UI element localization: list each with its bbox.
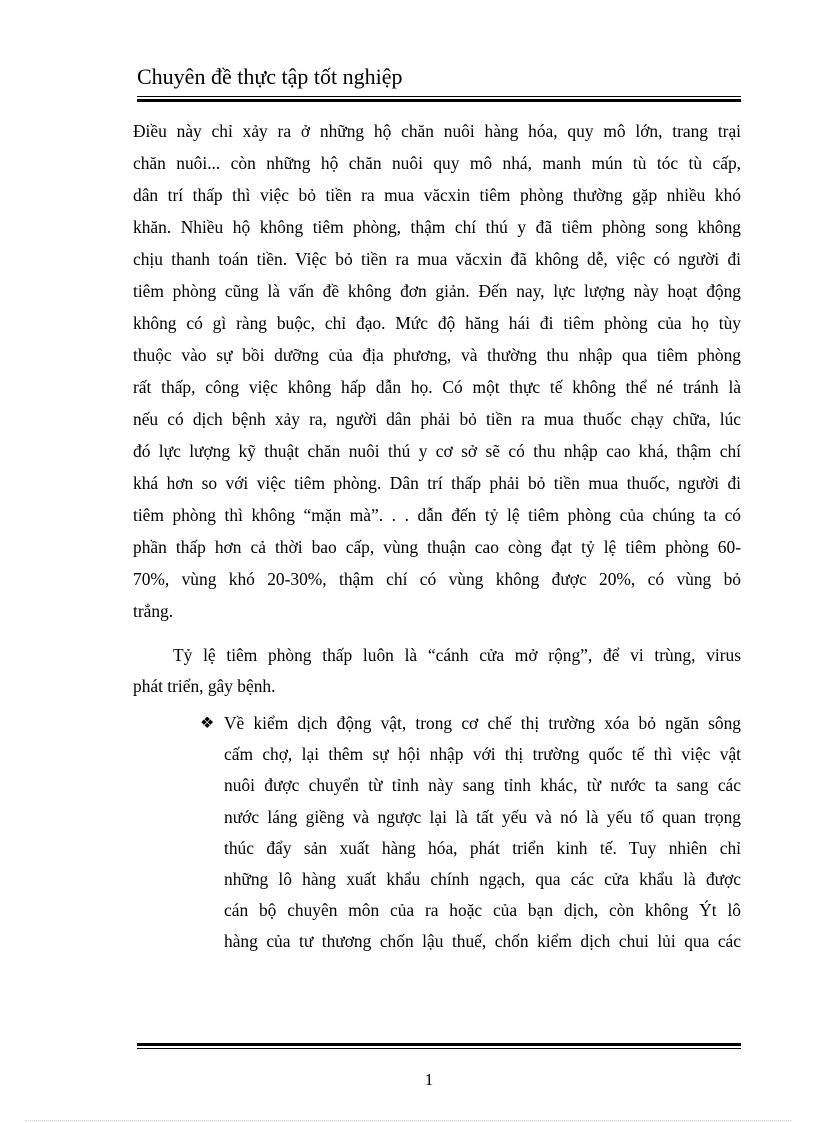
footer-rule-thin bbox=[137, 1048, 741, 1049]
bullet-line: hàng của tư thương chốn lậu thuế, chốn kiểm dịch chui lủi qua các bbox=[224, 931, 741, 952]
page-edge-divider bbox=[25, 1120, 791, 1121]
diamond-bullet-icon: ❖ bbox=[200, 715, 215, 732]
bullet-line: Về kiểm dịch động vật, trong cơ chế thị trường xóa bỏ ngăn sông bbox=[224, 713, 741, 733]
paragraph-1-line: dân trí thấp thì việc bỏ tiền ra mua văcxin tiêm phòng thường gặp nhiều khó bbox=[133, 185, 741, 205]
header-double-rule bbox=[137, 96, 741, 103]
footer-double-rule bbox=[137, 1043, 741, 1051]
bullet-line: cấm chợ, lại thêm sự hội nhập với thị trường quốc tế thì việc vật bbox=[224, 744, 741, 765]
header-rule-thick bbox=[137, 99, 741, 102]
paragraph-1-line: tiêm phòng thì không “mặn mà”. . . dẫn đến tỷ lệ tiêm phòng của chúng ta có bbox=[133, 505, 741, 525]
bullet-line: những lô hàng xuất khẩu chính ngạch, qua các cửa khẩu là được bbox=[224, 869, 741, 890]
paragraph-1-line: thuộc vào sự bồi dưỡng của địa phương, và thường thu nhập qua tiêm phòng bbox=[133, 345, 741, 365]
paragraph-1-line: phần thấp hơn cả thời bao cấp, vùng thuận cao còng đạt tỷ lệ tiêm phòng 60- bbox=[133, 537, 741, 557]
paragraph-1-line: khăn. Nhiều hộ không tiêm phòng, thậm chí thú y đã tiêm phòng song không bbox=[133, 217, 741, 237]
paragraph-1-line: khá hơn so với việc tiêm phòng. Dân trí thấp phải bỏ tiền mua thuốc, người đi bbox=[133, 473, 741, 493]
bullet-text bbox=[224, 708, 741, 958]
paragraph-2-line: phát triển, gây bệnh. bbox=[133, 676, 276, 696]
paragraph-1-line: đó lực lượng kỹ thuật chăn nuôi thú y cơ sở sẽ có thu nhập cao khá, thậm chí bbox=[133, 441, 741, 461]
page-number: 1 bbox=[424, 1070, 434, 1089]
bullet-line: cán bộ chuyên môn của ra hoặc của bạn dịch, còn không Ýt lô bbox=[224, 900, 741, 921]
bullet-line: nước láng giềng và ngược lại là tất yếu và nó là yếu tố quan trọng bbox=[224, 806, 741, 827]
paragraph-1-line: chăn nuôi... còn những hộ chăn nuôi quy mô nhá, manh mún tù tóc tù cấp, bbox=[133, 153, 741, 173]
paragraph-1-line: trắng. bbox=[133, 601, 174, 621]
header-rule-thin bbox=[137, 96, 741, 97]
paragraph-2 bbox=[133, 640, 741, 702]
paragraph-1-line: chịu thanh toán tiền. Việc bỏ tiền ra mua văcxin đã không dễ, việc có người đi bbox=[133, 249, 741, 269]
paragraph-1-line: 70%, vùng khó 20-30%, thậm chí có vùng không được 20%, có vùng bỏ bbox=[133, 569, 741, 589]
footer-rule-thick bbox=[137, 1043, 741, 1046]
paragraph-1-line: không có gì ràng buộc, chỉ đạo. Mức độ hăng hái đi tiêm phòng của họ tùy bbox=[133, 313, 741, 333]
bullet-line: thúc đẩy sản xuất hàng hóa, phát triển kinh tế. Tuy nhiên chỉ bbox=[224, 837, 741, 858]
paragraph-1-line: tiêm phòng cũng là vấn đề không đơn giản. Đến nay, lực lượng này hoạt động bbox=[133, 281, 741, 301]
bullet-line: nuôi được chuyển từ tỉnh này sang tỉnh khác, từ nước ta sang các bbox=[224, 775, 741, 796]
page-header-title: Chuyên đề thực tập tốt nghiệp bbox=[137, 64, 403, 89]
paragraph-1-line: nếu có dịch bệnh xảy ra, người dân phải bỏ tiền ra mua thuốc chạy chữa, lúc bbox=[133, 409, 741, 429]
paragraph-2-line: Tỷ lệ tiêm phòng thấp luôn là “cánh cửa mở rộng”, để vi trùng, virus bbox=[173, 645, 741, 665]
paragraph-1-line: Điều này chỉ xảy ra ở những hộ chăn nuôi hàng hóa, quy mô lớn, trang trại bbox=[133, 121, 741, 141]
paragraph-1 bbox=[133, 115, 741, 627]
paragraph-1-line: rất thấp, công việc không hấp dẫn họ. Có một thực tế không thể né tránh là bbox=[133, 377, 741, 397]
